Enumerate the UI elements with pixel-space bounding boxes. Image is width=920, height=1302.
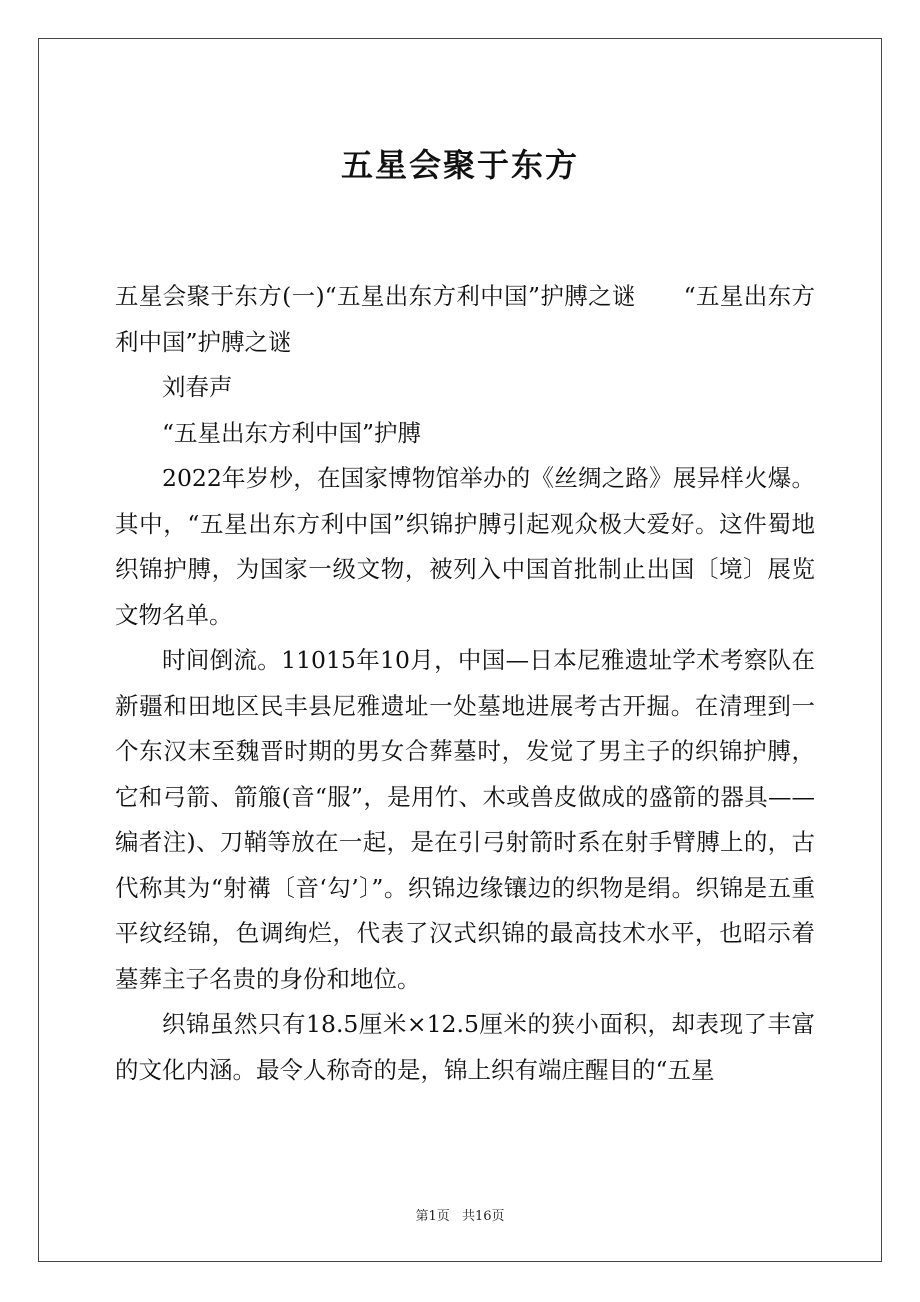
paragraph-exhibition: 2022年岁杪，在国家博物馆举办的《丝绸之路》展异样火爆。其中，“五星出东方利中国”织锦护膊引起观众极大爱好。这件蜀地织锦护膊，为国家一级文物，被列入中国首批制止出国〔境〕展览文物名单。 <box>115 464 815 629</box>
document-body <box>115 274 815 1093</box>
document-title: 五星会聚于东方 <box>340 146 579 184</box>
paragraph-author: 刘春声 <box>162 373 233 401</box>
page-total: 共16页 <box>461 1209 505 1224</box>
page-footer <box>0 1205 920 1224</box>
paragraph-brocade: 织锦虽然只有18.5厘米×12.5厘米的狭小面积，却表现了丰富的文化内涵。最令人称奇的是，锦上织有端庄醒目的“五星 <box>115 1010 815 1084</box>
page-number: 第1页 <box>415 1209 450 1224</box>
paragraph-heading-line: 五星会聚于东方(一)“五星出东方利中国”护膊之谜 “五星出东方利中国”护膊之谜 <box>115 282 815 356</box>
paragraph-subtitle: “五星出东方利中国”护膊 <box>162 418 422 447</box>
paragraph-excavation: 时间倒流。11015年10月，中国—日本尼雅遗址学术考察队在新疆和田地区民丰县尼雅遗址一处墓地进展考古开掘。在清理到一个东汉末至魏晋时期的男女合葬墓时，发觉了男主子的织锦护膊，它和弓箭、箭箙(音“服”，是用竹、木或兽皮做成的盛箭的器具——编者注)、刀鞘等放在一起，是在引弓射箭时系在射手臂膊上的，古代称其为“射褠〔音‘勾’〕”。织锦边缘镶边的织物是绢。织锦是五重平纹经锦，色调绚烂，代表了汉式织锦的最高技术水平，也昭示着墓葬主子名贵的身份和地位。 <box>115 646 815 993</box>
